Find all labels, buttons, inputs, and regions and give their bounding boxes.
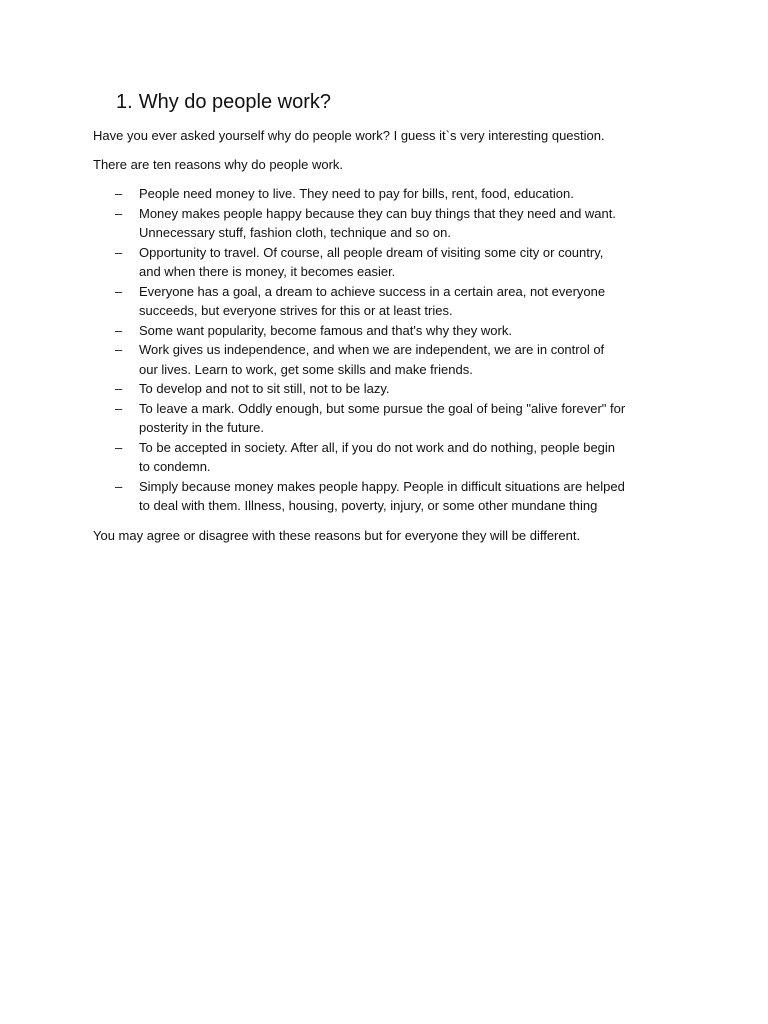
- list-item-line: To be accepted in society. After all, if you do not work and do nothing, people begin: [139, 439, 616, 455]
- bullet-dash: –: [115, 205, 123, 221]
- list-item-line: Opportunity to travel. Of course, all people dream of visiting some city or country,: [139, 244, 604, 260]
- list-item: [93, 340, 687, 379]
- list-item-line: posterity in the future.: [139, 420, 265, 435]
- list-item: [93, 399, 687, 438]
- list-item-line: to condemn.: [139, 459, 211, 474]
- bullet-dash: –: [115, 186, 123, 201]
- list-item: [93, 477, 687, 516]
- heading-text: Why do people work?: [138, 91, 332, 113]
- bullet-dash: –: [115, 283, 123, 299]
- bullet-dash: –: [115, 478, 123, 494]
- list-item: [93, 438, 687, 477]
- heading-number: 1.: [116, 91, 133, 113]
- closing-paragraph: You may agree or disagree with these reasons but for everyone they will be different.: [93, 528, 581, 543]
- bullet-dash: –: [115, 342, 123, 357]
- list-item-line: our lives. Learn to work, get some skills and make friends.: [139, 361, 473, 377]
- page-title: [116, 88, 331, 116]
- reasons-list: [93, 184, 693, 516]
- intro-paragraph: Have you ever asked yourself why do people work? I guess it`s very interesting question.: [93, 128, 605, 143]
- list-item-line: To leave a mark. Oddly enough, but some pursue the goal of being "alive forever" for: [139, 400, 626, 416]
- list-item-line: succeeds, but everyone strives for this or at least tries.: [139, 303, 453, 318]
- reasons-count-paragraph: There are ten reasons why do people work.: [93, 157, 344, 172]
- list-item-line: Some want popularity, become famous and that's why they work.: [139, 322, 512, 338]
- bullet-dash: –: [115, 244, 123, 260]
- list-item: [93, 243, 687, 282]
- list-item-line: and when there is money, it becomes easier.: [139, 264, 396, 279]
- list-item: [93, 321, 687, 341]
- list-item-line: Work gives us independence, and when we are independent, we are in control of: [139, 342, 605, 357]
- list-item-line: to deal with them. Illness, housing, poverty, injury, or some other mundane thing: [139, 498, 598, 513]
- list-item: [93, 282, 687, 321]
- list-item: [93, 184, 687, 204]
- bullet-dash: –: [115, 400, 123, 416]
- list-item-line: Unnecessary stuff, fashion cloth, technique and so on.: [139, 225, 451, 240]
- list-item-line: To develop and not to sit still, not to be lazy.: [139, 381, 390, 396]
- list-item-line: Everyone has a goal, a dream to achieve success in a certain area, not everyone: [139, 283, 606, 299]
- list-item: [93, 204, 687, 243]
- bullet-dash: –: [115, 439, 123, 455]
- list-item: [93, 379, 687, 399]
- list-item-line: People need money to live. They need to pay for bills, rent, food, education.: [139, 186, 574, 201]
- list-item-line: Money makes people happy because they can buy things that they need and want.: [139, 205, 616, 221]
- bullet-dash: –: [115, 322, 123, 338]
- bullet-dash: –: [115, 381, 123, 396]
- list-item-line: Simply because money makes people happy. People in difficult situations are helped: [139, 478, 625, 494]
